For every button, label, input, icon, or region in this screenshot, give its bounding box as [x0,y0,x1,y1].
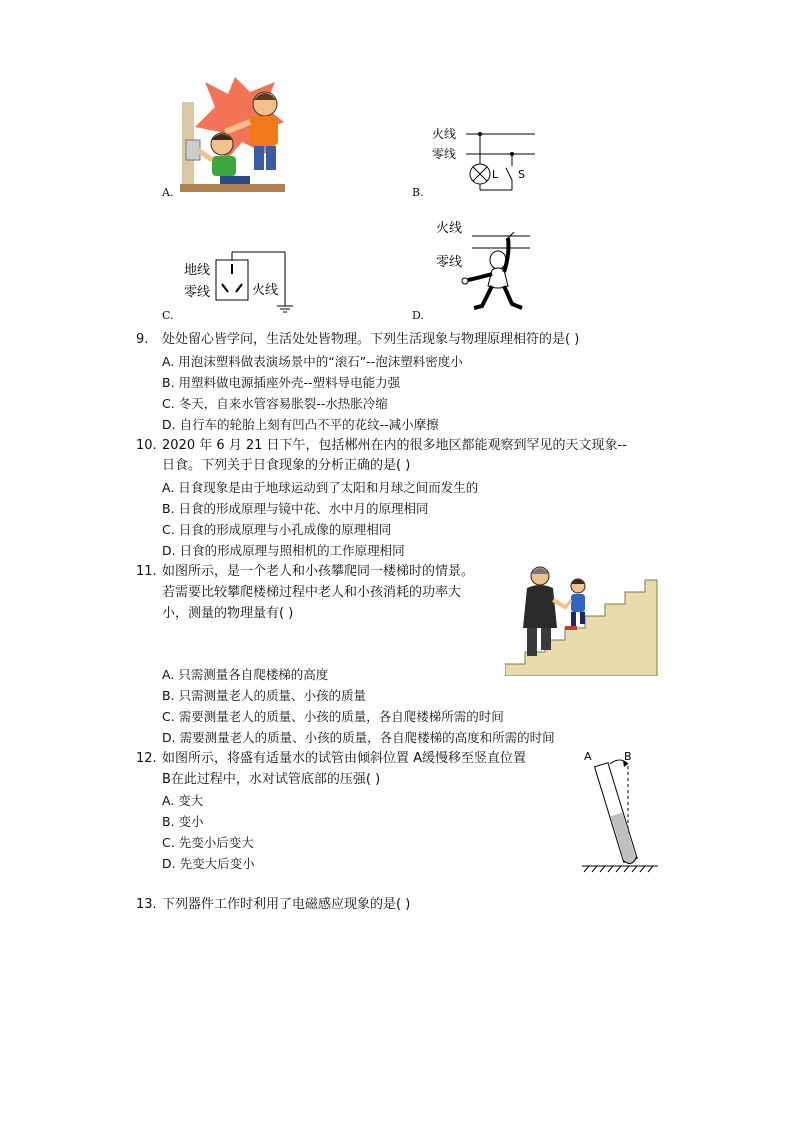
q8-figure-a-cartoon [180,72,285,192]
option-text: 先变大后变小 [179,856,255,871]
option-text: 需要测量老人的质量、小孩的质量，各自爬楼梯的高度和所需的时间 [179,730,555,745]
q10-option-d [162,541,405,561]
q11-stem-line2: 若需要比较攀爬楼梯过程中老人和小孩消耗的功率大 [162,585,462,600]
option-text: 需要测量老人的质量、小孩的质量，各自爬楼梯所需的时间 [178,709,504,724]
q10-option-b [162,499,429,519]
q12-fig-a-label: A [584,750,592,763]
q12-stem-line2: B在此过程中，水对试管底部的压强( ) [162,772,381,787]
q11-option-c [162,707,504,727]
q11-stem-line3: 小，测量的物理量有( ) [162,606,294,621]
option-label: C. [162,396,175,411]
option-label: D. [162,856,176,871]
q8-option-b-label: B. [412,186,424,199]
q12-stem-line1: 如图所示，将盛有适量水的试管由倾斜位置 A缓慢移至竖直位置 [162,751,527,766]
option-label: B. [162,501,175,516]
option-label: B. [162,688,175,703]
q11-stem-line1: 如图所示，是一个老人和小孩攀爬同一楼梯时的情景。 [162,564,475,579]
q8c-ground-label: 地线 [184,263,211,278]
q8b-hot-label: 火线 [432,127,457,141]
q10-number: 10. [136,438,157,453]
option-text: 只需测量各自爬楼梯的高度 [178,667,329,682]
option-label: D. [162,730,176,745]
q9-option-a [162,352,463,372]
q10-stem-line2: 日食。下列关于日食现象的分析正确的是( ) [162,458,411,473]
option-text: 日食现象是由于地球运动到了太阳和月球之间而发生的 [178,480,479,495]
option-text: 用泡沫塑料做表演场景中的“滚石”--泡沫塑料密度小 [178,354,463,369]
option-label: D. [162,543,176,558]
q8b-lamp-label: L [492,168,499,181]
option-text: 先变小后变大 [178,835,254,850]
q9-option-b [162,373,400,393]
q8-figure-b-circuit [430,124,540,196]
q12-number: 12. [136,751,157,766]
option-text: 变小 [178,814,204,829]
option-text: 变大 [178,793,204,808]
q11-option-b [162,686,366,706]
q11-number: 11. [136,564,157,579]
option-label: C. [162,709,175,724]
q12-option-b [162,812,204,832]
q8d-neutral-label: 零线 [436,255,463,270]
q8-figure-c-socket [180,248,295,316]
option-label: A. [162,480,175,495]
option-label: A. [162,793,175,808]
option-label: C. [162,522,175,537]
option-label: B. [162,814,175,829]
option-label: A. [162,354,175,369]
q13-stem: 下列器件工作时利用了电磁感应现象的是( ) [162,897,411,912]
option-text: 日食的形成原理与小孔成像的原理相同 [178,522,392,537]
q12-figure-test-tube [580,746,660,874]
q8d-hot-label: 火线 [436,221,463,236]
q11-option-a [162,665,328,685]
q11-option-d [162,728,555,748]
q9-stem: 处处留心皆学问，生活处处皆物理。下列生活现象与物理原理相符的是( ) [162,332,580,347]
q9-number: 9. [136,332,149,347]
option-label: C. [162,835,175,850]
q12-option-c [162,833,254,853]
option-label: B. [162,375,175,390]
q12-option-a [162,791,203,811]
option-text: 只需测量老人的质量、小孩的质量 [178,688,367,703]
q12-fig-b-label: B [624,750,632,763]
option-text: 自行车的轮胎上刻有凹凸不平的花纹--减小摩擦 [179,417,439,432]
q8c-hot-label: 火线 [252,283,279,298]
option-text: 冬天，自来水管容易胀裂--水热胀冷缩 [178,396,388,411]
q12-option-d [162,854,255,874]
q10-option-c [162,520,391,540]
q8-figure-d-person [432,214,532,318]
q9-option-d [162,415,439,435]
q10-stem-line1: 2020 年 6 月 21 日下午，包括郴州在内的很多地区都能观察到罕见的天文现象-- [162,438,627,453]
option-label: A. [162,667,175,682]
q8b-neutral-label: 零线 [432,147,457,161]
q10-option-a [162,478,478,498]
option-text: 日食的形成原理与镜中花、水中月的原理相同 [178,501,429,516]
q13-number: 13. [136,897,157,912]
q8b-switch-label: S [518,168,525,181]
option-text: 用塑料做电源插座外壳--塑料导电能力强 [178,375,401,390]
q9-option-c [162,394,388,414]
q8-option-a-label: A. [162,186,174,199]
q8-option-d-label: D. [412,309,424,322]
q8-option-c-label: C. [162,309,174,322]
q11-figure-stairs [505,560,660,676]
q8c-neutral-label: 零线 [184,285,211,300]
option-label: D. [162,417,176,432]
option-text: 日食的形成原理与照相机的工作原理相同 [179,543,405,558]
